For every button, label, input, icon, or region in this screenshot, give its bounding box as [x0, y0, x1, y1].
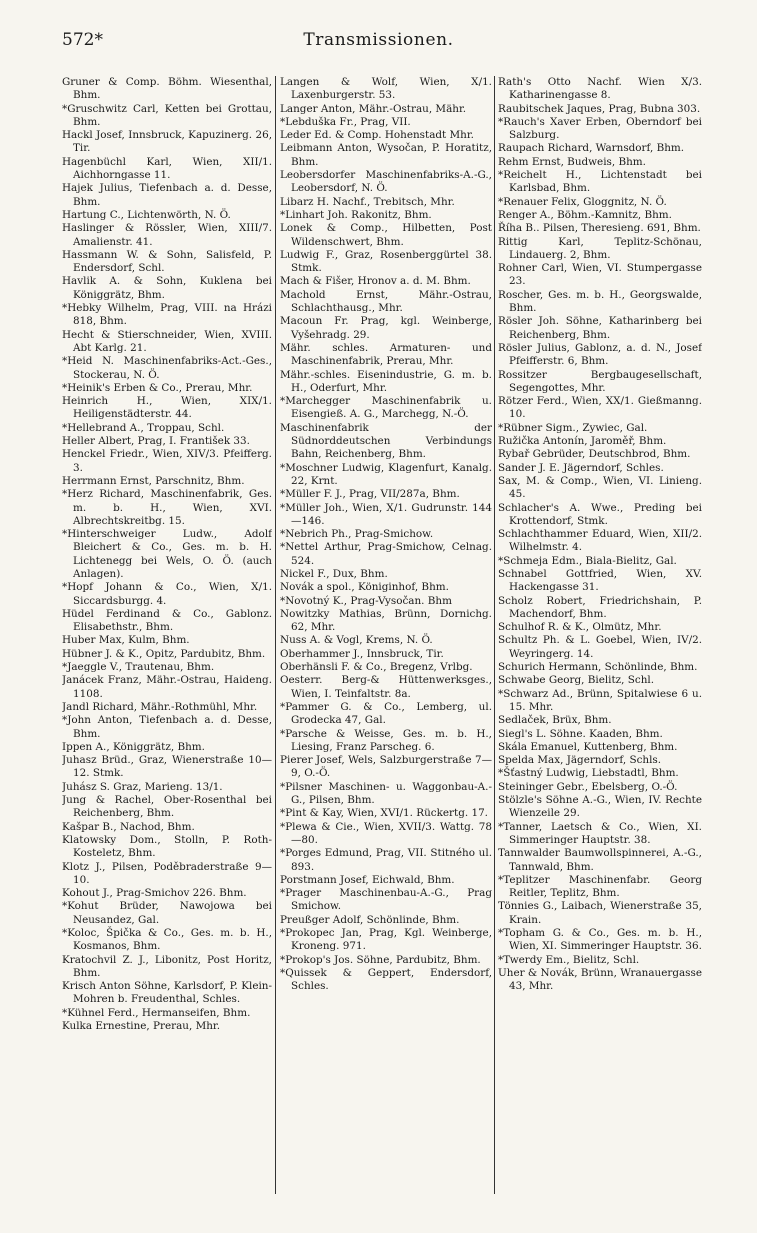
directory-entry: *John Anton, Tiefenbach a. d. Desse, Bhm.	[62, 714, 272, 740]
directory-entry: Kulka Ernestine, Prerau, Mhr.	[62, 1020, 221, 1033]
directory-entry: *Prokopec Jan, Prag, Kgl. Weinberge, Kroneng. 971.	[280, 927, 492, 953]
directory-entry: Henckel Friedr., Wien, XIV/3. Pfeifferg. 3.	[62, 448, 272, 474]
column-3	[498, 76, 702, 1206]
directory-entry: *Linhart Joh. Rakonitz, Bhm.	[280, 208, 432, 221]
directory-entry: *Porges Edmund, Prag, VII. Stitného ul. 893.	[280, 847, 492, 873]
directory-entry: Schlacher's A. Wwe., Preding bei Krottendorf, Stmk.	[498, 501, 702, 527]
directory-entry: *Lebduška Fr., Prag, VII.	[280, 115, 411, 128]
directory-entry: *Rauch's Xaver Erben, Oberndorf bei Salzburg.	[498, 115, 702, 142]
directory-entry: Skála Emanuel, Kuttenberg, Bhm.	[498, 740, 678, 753]
directory-entry: Rittig Karl, Teplitz-Schönau, Lindauerg. 2, Bhm.	[498, 235, 702, 261]
directory-entry: Janácek Franz, Mähr.-Ostrau, Haideng. 1108.	[62, 674, 272, 700]
directory-entry: Leder Ed. & Comp. Hohenstadt Mhr.	[280, 129, 474, 142]
directory-entry: *Tanner, Laetsch & Co., Wien, XI. Simmeringer Hauptstr. 38.	[498, 820, 702, 846]
directory-entry: Klotz J., Pilsen, Poděbraderstraße 9—10.	[62, 860, 272, 886]
directory-entry: Libarz H. Nachf., Trebitsch, Mhr.	[280, 195, 455, 208]
directory-entry: Lonek & Comp., Hilbetten, Post Wildenschwert, Bhm.	[280, 222, 492, 248]
directory-entry: Hartung C., Lichtenwörth, N. Ö.	[62, 208, 231, 221]
directory-entry: Raupach Richard, Warnsdorf, Bhm.	[498, 142, 685, 155]
directory-entry: Kohout J., Prag-Smichov 226. Bhm.	[62, 887, 247, 900]
directory-entry: Leibmann Anton, Wysočan, P. Horatitz, Bhm.	[280, 142, 492, 168]
directory-entry: Schwabe Georg, Bielitz, Schl.	[498, 674, 655, 687]
directory-entry: Kratochvil Z. J., Libonitz, Post Horitz, Bhm.	[62, 953, 272, 979]
directory-entry: Steininger Gebr., Ebelsberg, O.-Ö.	[498, 780, 678, 793]
directory-entry: *Pammer G. & Co., Lemberg, ul. Grodecka 47, Gal.	[280, 700, 492, 727]
directory-entry: *Parsche & Weisse, Ges. m. b. H., Liesing, Franz Parscheg. 6.	[280, 727, 492, 753]
directory-entry: Scholz Robert, Friedrichshain, P. Machendorf, Bhm.	[498, 594, 702, 620]
directory-entry: Sedlaček, Brüx, Bhm.	[498, 714, 612, 727]
directory-entry: Stölzle's Söhne A.-G., Wien, IV. Rechte Wienzeile 29.	[498, 794, 702, 820]
directory-entry: Oberhänsli F. & Co., Bregenz, Vrlbg.	[280, 661, 473, 674]
directory-entry: Schurich Hermann, Schönlinde, Bhm.	[498, 661, 698, 674]
directory-entry: Hajek Julius, Tiefenbach a. d. Desse, Bhm.	[62, 182, 272, 208]
directory-entry: *Pilsner Maschinen- u. Waggonbau-A.-G., Pilsen, Bhm.	[280, 780, 492, 807]
directory-entry: Raubitschek Jaques, Prag, Bubna 303.	[498, 102, 701, 115]
directory-entry: Siegl's L. Söhne. Kaaden, Bhm.	[498, 727, 663, 740]
directory-entry: *Müller F. J., Prag, VII/287a, Bhm.	[280, 488, 460, 501]
directory-entry: Novák a spol., Königinhof, Bhm.	[280, 581, 449, 594]
directory-entry: *Jaeggle V., Trautenau, Bhm.	[62, 661, 215, 674]
directory-entry: *Teplitzer Maschinenfabr. Georg Reitler, Teplitz, Bhm.	[498, 873, 702, 900]
directory-entry: *Marchegger Maschinenfabrik u. Eisengieß. A. G., Marchegg, N.-Ö.	[280, 395, 492, 421]
directory-entry: *Herz Richard, Maschinenfabrik, Ges. m. b. H., Wien, XVI. Albrechtskreitbg. 15.	[62, 488, 272, 527]
directory-entry: *Novotný K., Prag-Vysočan. Bhm	[280, 594, 452, 607]
column-divider	[275, 76, 276, 1194]
directory-entry: Maschinenfabrik der Südnorddeutschen Verbindungs Bahn, Reichenberg, Bhm.	[280, 421, 492, 461]
directory-entry: Schultz Ph. & L. Goebel, Wien, IV/2. Weyringerg. 14.	[498, 634, 702, 660]
directory-entry: Mähr. schles. Armaturen- und Maschinenfabrik, Prerau, Mhr.	[280, 341, 492, 368]
directory-entry: Rösler Julius, Gablonz, a. d. N., Josef Pfeifferstr. 6, Bhm.	[498, 341, 702, 368]
directory-entry: *Prokop's Jos. Söhne, Pardubitz, Bhm.	[280, 953, 481, 966]
directory-entry: Machold Ernst, Mähr.-Ostrau, Schlachthausg., Mhr.	[280, 288, 492, 315]
directory-entry: *Prager Maschinenbau-A.-G., Prag Smichow.	[280, 887, 492, 913]
directory-entry: Huber Max, Kulm, Bhm.	[62, 634, 190, 647]
directory-entry: *Koloc, Špička & Co., Ges. m. b. H., Kosmanos, Bhm.	[62, 927, 272, 953]
directory-entry: Herrmann Ernst, Parschnitz, Bhm.	[62, 474, 245, 487]
directory-entry: Oesterr. Berg-& Hüttenwerksges., Wien, I. Teinfaltstr. 8a.	[280, 674, 492, 700]
directory-entry: Porstmann Josef, Eichwald, Bhm.	[280, 873, 455, 886]
directory-entry: Hassmann W. & Sohn, Salisfeld, P. Endersdorf, Schl.	[62, 248, 272, 275]
directory-entry: Uher & Novák, Brünn, Wranauergasse 43, Mhr.	[498, 966, 702, 993]
directory-entry: Jandl Richard, Mähr.-Rothmühl, Mhr.	[62, 700, 258, 713]
directory-entry: *Topham G. & Co., Ges. m. b. H., Wien, XI. Simmeringer Hauptstr. 36.	[498, 927, 702, 953]
directory-entry: *Twerdy Em., Bielitz, Schl.	[498, 953, 640, 966]
directory-entry: *Heinik's Erben & Co., Prerau, Mhr.	[62, 381, 253, 394]
directory-entry: Schnabel Gottfried, Wien, XV. Hackengasse 31.	[498, 567, 702, 594]
column-1	[62, 76, 272, 1206]
directory-entry: Langen & Wolf, Wien, X/1. Laxenburgerstr. 53.	[280, 76, 492, 102]
directory-entry: Rohner Carl, Wien, VI. Stumpergasse 23.	[498, 262, 702, 288]
directory-entry: Rath's Otto Nachf. Wien X/3. Katharinengasse 8.	[498, 76, 702, 102]
directory-entry: Říha B.. Pilsen, Theresieng. 691, Bhm.	[498, 222, 701, 235]
directory-entry: Heinrich H., Wien, XIX/1. Heiligenstädterstr. 44.	[62, 395, 272, 421]
directory-entry: Nuss A. & Vogl, Krems, N. Ö.	[280, 634, 433, 647]
directory-entry: Mach & Fišer, Hronov a. d. M. Bhm.	[280, 275, 471, 288]
directory-entry: *Rübner Sigm., Zywiec, Gal.	[498, 421, 648, 434]
page-title: Transmissionen.	[303, 30, 454, 50]
directory-entry: Roscher, Ges. m. b. H., Georgswalde, Bhm.	[498, 288, 702, 315]
directory-entry: *Moschner Ludwig, Klagenfurt, Kanalg. 22, Krnt.	[280, 461, 492, 487]
directory-entry: Preußger Adolf, Schönlinde, Bhm.	[280, 913, 460, 926]
page-number: 572*	[62, 30, 103, 50]
directory-entry: Nowitzky Mathias, Brünn, Dornichg. 62, Mhr.	[280, 607, 492, 634]
directory-entry: Krisch Anton Söhne, Karlsdorf, P. Klein-Mohren b. Freudenthal, Schles.	[62, 980, 272, 1006]
directory-entry: *Renauer Felix, Gloggnitz, N. Ö.	[498, 195, 667, 208]
directory-entry: Leobersdorfer Maschinenfabriks-A.-G., Leobersdorf, N. Ö.	[280, 169, 492, 195]
directory-entry: *Reichelt H., Lichtenstadt bei Karlsbad, Bhm.	[498, 169, 702, 195]
directory-entry: Renger A., Böhm.-Kamnitz, Bhm.	[498, 208, 672, 221]
directory-entry: *Šťastný Ludwig, Liebstadtl, Bhm.	[498, 767, 679, 780]
directory-entry: Rösler Joh. Söhne, Katharinberg bei Reichenberg, Bhm.	[498, 315, 702, 341]
directory-entry: Sax, M. & Comp., Wien, VI. Linieng. 45.	[498, 474, 702, 501]
directory-entry: Nickel F., Dux, Bhm.	[280, 567, 388, 580]
directory-entry: Ludwig F., Graz, Rosenberggürtel 38. Stmk.	[280, 248, 492, 275]
directory-entry: Rybař Gebrüder, Deutschbrod, Bhm.	[498, 448, 691, 461]
directory-entry: Tönnies G., Laibach, Wienerstraße 35, Krain.	[498, 900, 702, 926]
directory-entry: Rossitzer Bergbaugesellschaft, Segengottes, Mhr.	[498, 368, 702, 394]
column-2	[280, 76, 492, 1206]
directory-entry: Mähr.-schles. Eisenindustrie, G. m. b. H., Oderfurt, Mhr.	[280, 368, 492, 394]
directory-entry: *Kühnel Ferd., Hermanseifen, Bhm.	[62, 1006, 251, 1019]
directory-entry: *Hinterschweiger Ludw., Adolf Bleichert & Co., Ges. m. b. H. Lichtenegg bei Wels, O. Ö. (auch Anlagen).	[62, 528, 272, 580]
directory-entry: *Hopf Johann & Co., Wien, X/1. Siccardsburgg. 4.	[62, 581, 272, 607]
directory-entry: Havlik A. & Sohn, Kuklena bei Königgrätz, Bhm.	[62, 275, 272, 301]
directory-entry: Heller Albert, Prag, I. František 33.	[62, 435, 250, 448]
directory-entry: Rötzer Ferd., Wien, XX/1. Gießmanng. 10.	[498, 395, 702, 421]
directory-entry: Ippen A., Königgrätz, Bhm.	[62, 740, 205, 753]
directory-entry: Langer Anton, Mähr.-Ostrau, Mähr.	[280, 102, 467, 115]
directory-entry: Jung & Rachel, Ober-Rosenthal bei Reichenberg, Bhm.	[62, 794, 272, 820]
directory-entry: Sander J. E. Jägerndorf, Schles.	[498, 461, 664, 474]
directory-entry: *Quissek & Geppert, Endersdorf, Schles.	[280, 966, 492, 993]
directory-entry: Schulhof R. & K., Olmütz, Mhr.	[498, 621, 662, 634]
directory-entry: *Müller Joh., Wien, X/1. Gudrunstr. 144—146.	[280, 501, 492, 527]
directory-entry: Gruner & Comp. Böhm. Wiesenthal, Bhm.	[62, 76, 272, 102]
directory-entry: Tannwalder Baumwollspinnerei, A.-G., Tannwald, Bhm.	[498, 847, 702, 873]
directory-entry: *Hebky Wilhelm, Prag, VIII. na Hrázi 818, Bhm.	[62, 302, 272, 328]
directory-entry: Hackl Josef, Innsbruck, Kapuzinerg. 26, Tir.	[62, 129, 272, 155]
directory-entry: Klatowsky Dom., Stolln, P. Roth-Kosteletz, Bhm.	[62, 833, 272, 860]
directory-entry: *Nebrich Ph., Prag-Smichow.	[280, 528, 434, 541]
directory-entry: *Gruschwitz Carl, Ketten bei Grottau, Bhm.	[62, 102, 272, 128]
directory-entry: Ružička Antonín, Jaroměř, Bhm.	[498, 435, 667, 448]
directory-entry: Juhász S. Graz, Marieng. 13/1.	[62, 780, 223, 793]
directory-entry: *Hellebrand A., Troppau, Schl.	[62, 421, 225, 434]
directory-entry: *Kohut Brüder, Nawojowa bei Neusandez, Gal.	[62, 900, 272, 926]
entry-columns	[62, 76, 702, 1206]
directory-entry: Spelda Max, Jägerndorf, Schls.	[498, 754, 662, 767]
directory-entry: *Pint & Kay, Wien, XVI/1. Rückertg. 17.	[280, 807, 488, 820]
directory-entry: Oberhammer J., Innsbruck, Tir.	[280, 647, 444, 660]
directory-entry: Schlachthammer Eduard, Wien, XII/2. Wilhelmstr. 4.	[498, 528, 702, 554]
directory-entry: Macoun Fr. Prag, kgl. Weinberge, Vyšehradg. 29.	[280, 315, 492, 341]
directory-entry: Hecht & Stierschneider, Wien, XVIII. Abt Karlg. 21.	[62, 328, 272, 354]
page-header	[62, 22, 695, 54]
directory-entry: Hübner J. & K., Opitz, Pardubitz, Bhm.	[62, 647, 266, 660]
directory-entry: Juhasz Brüd., Graz, Wienerstraße 10—12. Stmk.	[62, 754, 272, 780]
directory-entry: *Nettel Arthur, Prag-Smichow, Celnag. 524.	[280, 541, 492, 567]
directory-entry: *Schmeja Edm., Biala-Bielitz, Gal.	[498, 554, 677, 567]
directory-entry: Kašpar B., Nachod, Bhm.	[62, 820, 195, 833]
directory-entry: Rehm Ernst, Budweis, Bhm.	[498, 155, 646, 168]
directory-entry: Pierer Josef, Wels, Salzburgerstraße 7—9, O.-Ö.	[280, 754, 492, 780]
directory-entry: *Schwarz Ad., Brünn, Spitalwiese 6 u. 15. Mhr.	[498, 687, 702, 713]
directory-entry: Hüdel Ferdinand & Co., Gablonz. Elisabethstr., Bhm.	[62, 607, 272, 634]
directory-entry: *Plewa & Cie., Wien, XVII/3. Wattg. 78—80.	[280, 820, 492, 846]
directory-entry: *Heid N. Maschinenfabriks-Act.-Ges., Stockerau, N. Ö.	[62, 355, 272, 381]
directory-entry: Haslinger & Rössler, Wien, XIII/7. Amalienstr. 41.	[62, 222, 272, 248]
directory-entry: Hagenbüchl Karl, Wien, XII/1. Aichhorngasse 11.	[62, 155, 272, 182]
column-divider	[494, 76, 495, 1194]
